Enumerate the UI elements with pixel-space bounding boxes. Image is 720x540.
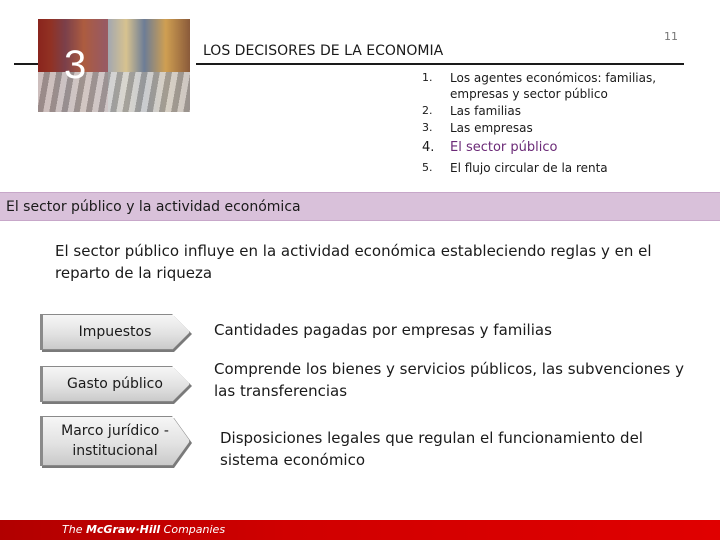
section-bar <box>0 192 720 221</box>
description-marco-juridico: Disposiciones legales que regulan el funcionamiento del sistema económico <box>220 429 643 469</box>
label-text: Marco jurídico - institucional <box>61 423 169 459</box>
footer-bar <box>0 520 720 540</box>
description-gasto-publico: Comprende los bienes y servicios públicos, las subvenciones y las transferencias <box>214 360 684 400</box>
page-number: 11 <box>664 30 678 43</box>
toc-item-text: Los agentes económicos: familias, empresas y sector público <box>450 71 657 101</box>
toc-item-text: El flujo circular de la renta <box>450 161 608 175</box>
chapter-image-street <box>38 72 190 112</box>
logo-prefix: The <box>62 523 83 536</box>
toc-item-2 <box>414 103 694 119</box>
logo-suffix: Companies <box>163 523 226 536</box>
toc-item-text: Las familias <box>450 104 521 118</box>
toc-item-number: 4. <box>422 140 435 155</box>
chapter-image <box>38 19 190 112</box>
toc-item-number: 5. <box>422 161 433 174</box>
toc-item-number: 3. <box>422 121 433 134</box>
toc-item-text: Las empresas <box>450 121 533 135</box>
label-text: Gasto público <box>67 376 163 392</box>
label-text: Impuestos <box>78 324 152 340</box>
intro-paragraph: El sector público influye en la actividad económica estableciendo reglas y en el reparto de la riqueza <box>55 242 652 282</box>
description-impuestos: Cantidades pagadas por empresas y familias <box>214 321 552 339</box>
chapter-contents <box>414 70 694 176</box>
toc-item-number: 2. <box>422 104 433 117</box>
toc-item-3 <box>414 120 694 136</box>
toc-item-number: 1. <box>422 71 433 84</box>
publisher-logo <box>62 523 225 536</box>
toc-item-5 <box>414 160 694 176</box>
section-title: El sector público y la actividad económica <box>6 199 301 215</box>
header-rule-right <box>196 63 684 65</box>
header-rule-left <box>14 63 40 65</box>
label-gasto-publico <box>40 366 190 402</box>
label-marco-juridico <box>40 416 190 466</box>
logo-brand: McGraw·Hill <box>85 523 161 536</box>
label-impuestos <box>40 314 190 350</box>
toc-item-4-current <box>414 140 694 156</box>
toc-item-text: El sector público <box>450 140 558 155</box>
chapter-number: 3 <box>64 43 87 87</box>
chapter-title: LOS DECISORES DE LA ECONOMIA <box>203 43 444 59</box>
toc-item-1 <box>414 70 694 102</box>
